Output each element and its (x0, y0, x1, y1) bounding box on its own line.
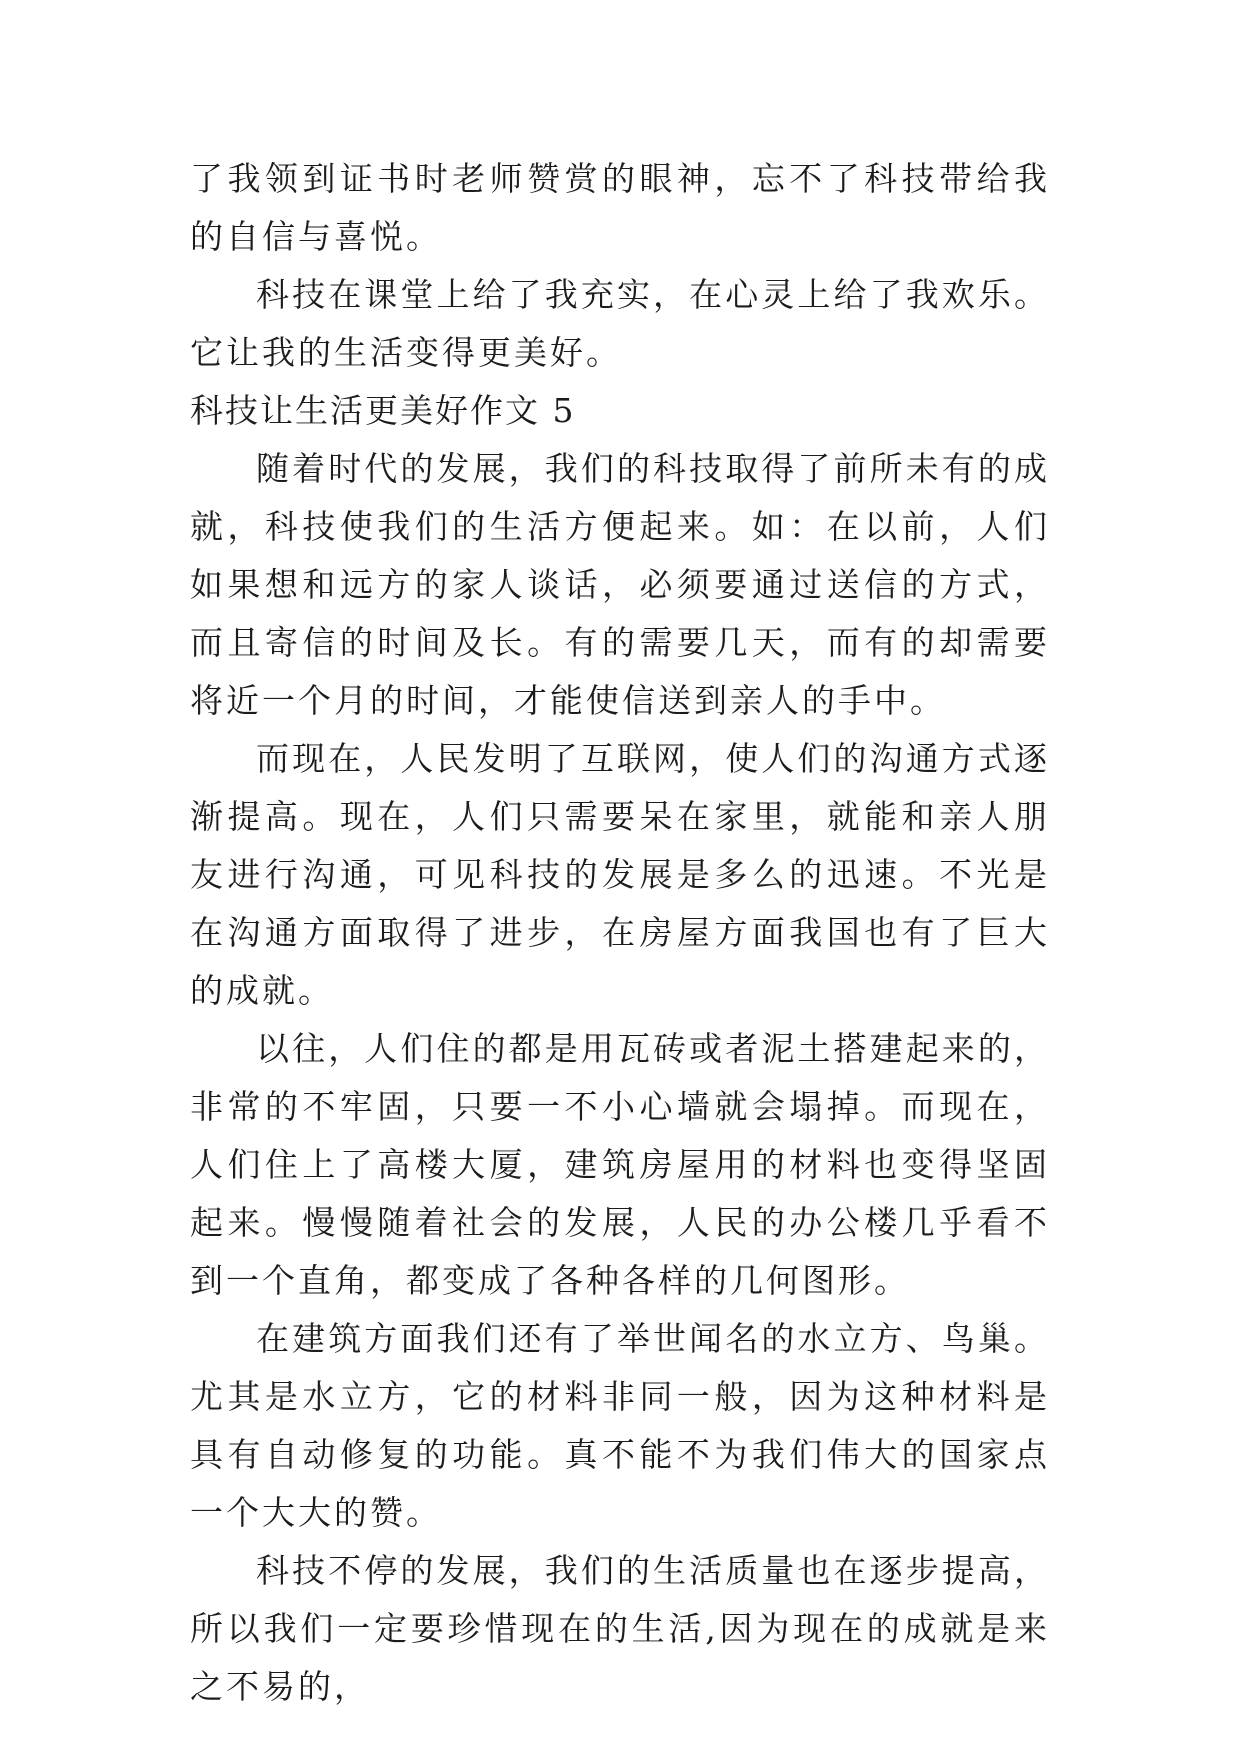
paragraph-summary: 科技在课堂上给了我充实，在心灵上给了我欢乐。它让我的生活变得更美好。 (190, 275, 1050, 372)
document-page (190, 150, 1050, 1716)
paragraph-3: 以往，人们住的都是用瓦砖或者泥土搭建起来的，非常的不牢固，只要一不小心墙就会塌掉。而现在，人们住上了高楼大厦，建筑房屋用的材料也变得坚固起来。慢慢随着社会的发展，人民的办公楼几乎看不到一个直角，都变成了各种各样的几何图形。 (190, 1029, 1050, 1300)
paragraph-4: 在建筑方面我们还有了举世闻名的水立方、鸟巢。尤其是水立方，它的材料非同一般，因为这种材料是具有自动修复的功能。真不能不为我们伟大的国家点一个大大的赞。 (190, 1319, 1050, 1532)
paragraph-5: 科技不停的发展，我们的生活质量也在逐步提高，所以我们一定要珍惜现在的生活,因为现在的成就是来之不易的， (190, 1551, 1050, 1706)
paragraph-2: 而现在，人民发明了互联网，使人们的沟通方式逐渐提高。现在，人们只需要呆在家里，就能和亲人朋友进行沟通，可见科技的发展是多么的迅速。不光是在沟通方面取得了进步，在房屋方面我国也有了巨大的成就。 (190, 739, 1050, 1010)
section-heading: 科技让生活更美好作文 5 (190, 391, 576, 430)
paragraph-continuation: 了我领到证书时老师赞赏的眼神，忘不了科技带给我的自信与喜悦。 (190, 159, 1050, 256)
paragraph-1: 随着时代的发展，我们的科技取得了前所未有的成就，科技使我们的生活方便起来。如：在以前，人们如果想和远方的家人谈话，必须要通过送信的方式，而且寄信的时间及长。有的需要几天，而有的却需要将近一个月的时间，才能使信送到亲人的手中。 (190, 449, 1050, 720)
